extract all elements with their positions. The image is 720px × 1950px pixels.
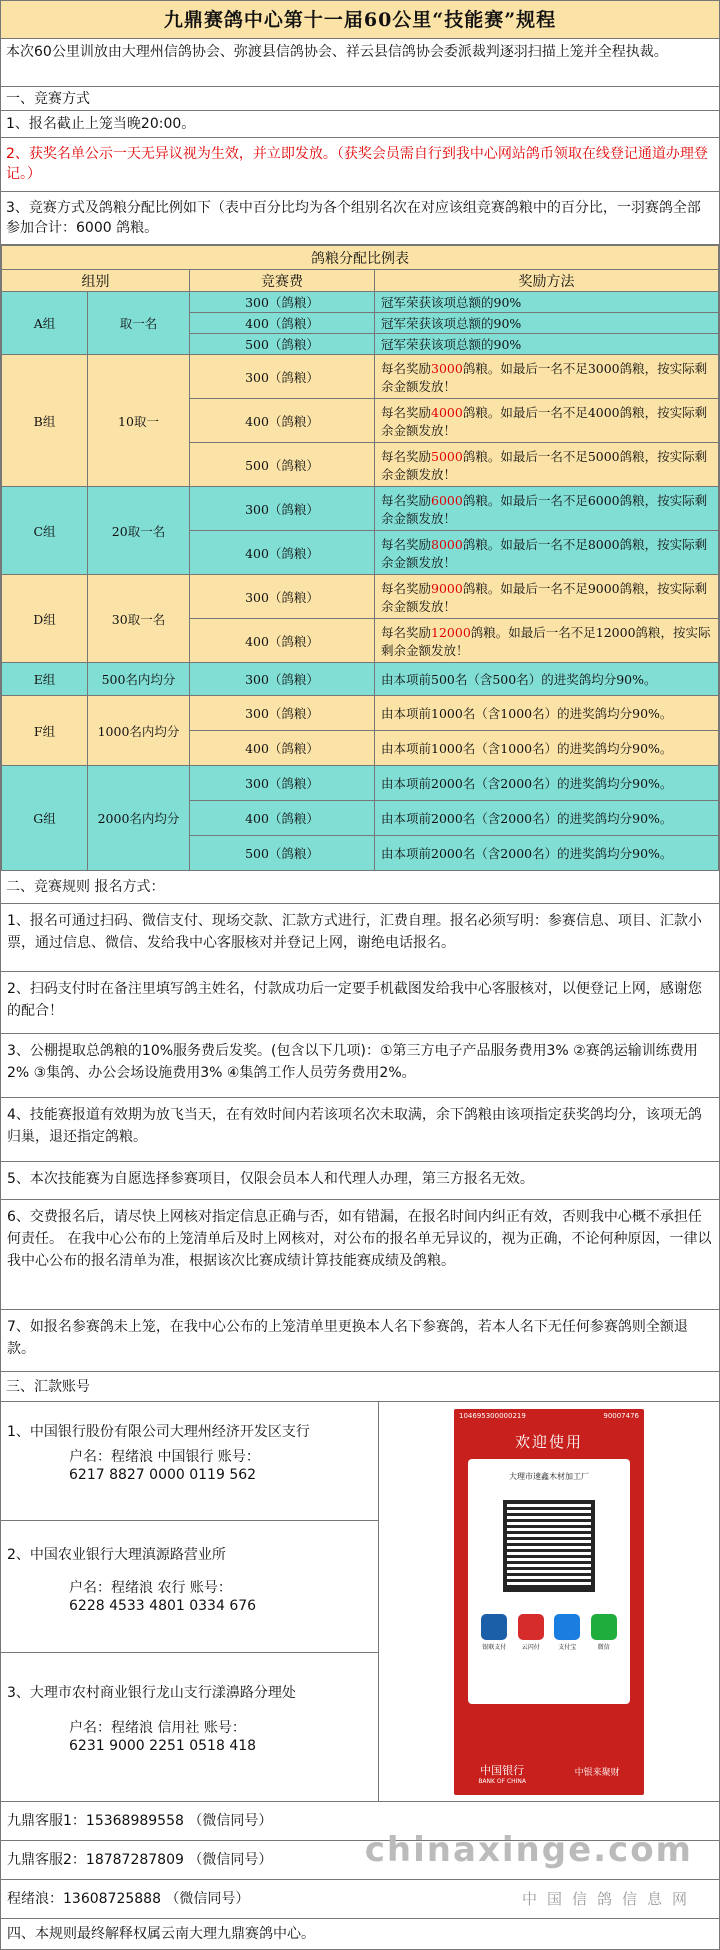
table-row bbox=[2, 696, 719, 731]
reward-method bbox=[375, 731, 719, 766]
table-row bbox=[2, 663, 719, 696]
reward-text: 每名奖励 bbox=[381, 448, 432, 464]
entry-fee: 500（鸽粮） bbox=[190, 836, 375, 871]
reward-method bbox=[375, 696, 719, 731]
bank-account-2 bbox=[1, 1521, 378, 1653]
reward-method bbox=[375, 766, 719, 801]
reward-method bbox=[375, 292, 719, 313]
account-holder: 户名：程绪浪 信用社 账号： bbox=[69, 1720, 246, 1736]
watermark-site: chinaxinge.com bbox=[364, 1830, 693, 1870]
reward-amount: 5000 bbox=[431, 448, 463, 464]
group-name: F组 bbox=[2, 696, 88, 766]
reward-text: 每名奖励 bbox=[381, 404, 432, 420]
reward-method bbox=[375, 313, 719, 334]
bank-accounts bbox=[1, 1402, 379, 1801]
group-name: B组 bbox=[2, 355, 88, 487]
reward-text: 由本项前500名（含500名）的进奖鸽均分90%。 bbox=[381, 672, 657, 687]
reward-text: 每名奖励 bbox=[381, 624, 432, 640]
intro: 本次60公里训放由大理州信鸽协会、弥渡县信鸽协会、祥云县信鸽协会委派裁判逐羽扫描上笼并全程执裁。 bbox=[1, 39, 719, 87]
header-reward: 奖励方法 bbox=[375, 270, 719, 292]
reward-amount: 3000 bbox=[431, 360, 463, 376]
reward-text: 每名奖励 bbox=[381, 360, 432, 376]
entry-fee: 300（鸽粮） bbox=[190, 292, 375, 313]
entry-fee: 300（鸽粮） bbox=[190, 487, 375, 531]
pay-label: 支付宝 bbox=[558, 1643, 577, 1651]
reward-method bbox=[375, 619, 719, 663]
shop-name: 大理市速鑫木材加工厂 bbox=[509, 1471, 589, 1481]
reward-text: 鸽粮。如最后一名不足3000鸽粮，按实际剩余金额发放！ bbox=[381, 360, 708, 394]
reward-amount: 4000 bbox=[431, 404, 463, 420]
qr-card bbox=[468, 1459, 630, 1704]
group-mode: 30取一名 bbox=[88, 575, 190, 663]
group-mode: 2000名内均分 bbox=[88, 766, 190, 871]
bank-account-3 bbox=[1, 1653, 378, 1800]
reward-text: 鸽粮。如最后一名不足9000鸽粮，按实际剩余金额发放！ bbox=[381, 580, 708, 614]
section3-heading: 三、汇款账号 bbox=[1, 1372, 719, 1402]
bank-logo-label: 中国银行 bbox=[480, 1763, 525, 1777]
bank-account-1 bbox=[1, 1402, 378, 1521]
reward-method bbox=[375, 399, 719, 443]
contact-text: 程绪浪：13608725888 （微信同号） bbox=[7, 1891, 250, 1907]
contact-2 bbox=[1, 1830, 719, 1880]
entry-fee: 400（鸽粮） bbox=[190, 619, 375, 663]
reward-text: 由本项前2000名（含2000名）的进奖鸽均分90%。 bbox=[381, 776, 673, 791]
reward-method bbox=[375, 487, 719, 531]
group-mode: 取一名 bbox=[88, 292, 190, 355]
bank-logo-en: BANK OF CHINA bbox=[478, 1777, 527, 1785]
rule-5: 5、本次技能赛为自愿选择参赛项目，仅限会员本人和代理人办理，第三方报名无效。 bbox=[1, 1162, 719, 1200]
reward-method bbox=[375, 334, 719, 355]
rule-1: 1、报名可通过扫码、微信支付、现场交款、汇款方式进行，汇费自理。报名必须写明：参赛信息、项目、汇款小票，通过信息、微信、发给我中心客服核对并登记上网，谢绝电话报名。 bbox=[1, 904, 719, 972]
qr-code-icon[interactable] bbox=[503, 1500, 595, 1592]
entry-fee: 400（鸽粮） bbox=[190, 731, 375, 766]
reward-text: 冠军荣获该项总额的90% bbox=[381, 295, 522, 310]
reward-method bbox=[375, 836, 719, 871]
reward-method bbox=[375, 801, 719, 836]
reward-method bbox=[375, 575, 719, 619]
account-number: 6228 4533 4801 0334 676 bbox=[69, 1598, 257, 1614]
table-row bbox=[2, 355, 719, 399]
reward-amount: 12000 bbox=[431, 624, 471, 640]
service-label: 中银来聚财 bbox=[574, 1767, 620, 1778]
header-fee: 竞赛费 bbox=[190, 270, 375, 292]
group-name: G组 bbox=[2, 766, 88, 871]
rule-distribution: 3、竞赛方式及鸽粮分配比例如下（表中百分比均为各个组别名次在对应该组竞赛鸽粮中的百分比，一羽赛鸽全部参加合计：6000 鸽粮。 bbox=[1, 192, 719, 245]
entry-fee: 300（鸽粮） bbox=[190, 575, 375, 619]
contact-text: 九鼎客服2：18787287809 （微信同号） bbox=[7, 1852, 273, 1868]
rule-7: 7、如报名参赛鸽未上笼，在我中心公布的上笼清单里更换本人名下参赛鸽，若本人名下无任何参赛鸽则全额退款。 bbox=[1, 1310, 719, 1372]
header-group: 组别 bbox=[2, 270, 190, 292]
bank-name: 2、中国农业银行大理滇源路营业所 bbox=[7, 1547, 226, 1563]
alipay-icon bbox=[554, 1614, 580, 1640]
qr-poster-area bbox=[379, 1402, 719, 1801]
entry-fee: 300（鸽粮） bbox=[190, 766, 375, 801]
entry-fee: 300（鸽粮） bbox=[190, 696, 375, 731]
reward-text: 鸽粮。如最后一名不足12000鸽粮，按实际剩余金额发放！ bbox=[381, 624, 711, 658]
group-name: D组 bbox=[2, 575, 88, 663]
group-mode: 10取一 bbox=[88, 355, 190, 487]
entry-fee: 300（鸽粮） bbox=[190, 355, 375, 399]
group-name: A组 bbox=[2, 292, 88, 355]
contact-3 bbox=[1, 1880, 719, 1919]
entry-fee: 300（鸽粮） bbox=[190, 663, 375, 696]
table-row bbox=[2, 766, 719, 801]
account-holder: 户名：程绪浪 农行 账号： bbox=[69, 1580, 232, 1596]
reward-text: 每名奖励 bbox=[381, 580, 432, 596]
payment-methods bbox=[476, 1614, 622, 1651]
entry-fee: 400（鸽粮） bbox=[190, 313, 375, 334]
section1-heading: 一、竞赛方式 bbox=[1, 87, 719, 111]
contact-text: 九鼎客服1：15368989558 （微信同号） bbox=[7, 1813, 273, 1829]
payment-qr-poster bbox=[454, 1409, 644, 1795]
account-number: 6217 8827 0000 0119 562 bbox=[69, 1467, 257, 1483]
bank-name: 1、中国银行股份有限公司大理州经济开发区支行 bbox=[7, 1424, 310, 1440]
bank-name: 3、大理市农村商业银行龙山支行漾濞路分理处 bbox=[7, 1685, 296, 1701]
group-name: E组 bbox=[2, 663, 88, 696]
reward-text: 由本项前1000名（含1000名）的进奖鸽均分90%。 bbox=[381, 741, 673, 756]
footer-note: 四、本规则最终解释权属云南大理九鼎赛鸽中心。 bbox=[7, 1926, 315, 1942]
rule-6: 6、交费报名后，请尽快上网核对指定信息正确与否，如有错漏，在报名时间内纠正有效，否则我中心概不承担任何责任。 在我中心公布的上笼清单后及时上网核对，对公布的报名单无异议的，视为正确，不论何种原因，一律以我中心公布的报名清单为准，根据该次比赛成绩计算技能赛成绩及鸽粮。 bbox=[1, 1200, 719, 1310]
rule-2: 2、扫码支付时在备注里填写鸽主姓名，付款成功后一定要手机截图发给我中心客服核对，以便登记上网，感谢您的配合！ bbox=[1, 972, 719, 1034]
entry-fee: 400（鸽粮） bbox=[190, 399, 375, 443]
group-mode: 1000名内均分 bbox=[88, 696, 190, 766]
entry-fee: 500（鸽粮） bbox=[190, 334, 375, 355]
poster-code-right: 90007476 bbox=[603, 1411, 639, 1420]
rule-award-notice: 2、获奖名单公示一天无异议视为生效，并立即发放。（获奖会员需自行到我中心网站鸽币领取在线登记通道办理登记。） bbox=[1, 138, 719, 192]
reward-text: 鸽粮。如最后一名不足8000鸽粮，按实际剩余金额发放！ bbox=[381, 536, 708, 570]
reward-amount: 6000 bbox=[431, 492, 463, 508]
table-row bbox=[2, 487, 719, 531]
reward-method bbox=[375, 663, 719, 696]
reward-text: 由本项前2000名（含2000名）的进奖鸽均分90%。 bbox=[381, 811, 673, 826]
pay-label: 微信 bbox=[597, 1643, 610, 1651]
reward-text: 鸽粮。如最后一名不足6000鸽粮，按实际剩余金额发放！ bbox=[381, 492, 708, 526]
reward-text: 由本项前2000名（含2000名）的进奖鸽均分90%。 bbox=[381, 846, 673, 861]
reward-text: 鸽粮。如最后一名不足4000鸽粮，按实际剩余金额发放！ bbox=[381, 404, 708, 438]
poster-welcome: 欢迎使用 bbox=[514, 1432, 583, 1451]
section2-heading: 二、竞赛规则 报名方式： bbox=[1, 871, 719, 904]
entry-fee: 400（鸽粮） bbox=[190, 801, 375, 836]
table-row bbox=[2, 575, 719, 619]
page-title: 九鼎赛鸽中心第十一届60公里“技能赛”规程 bbox=[1, 1, 719, 39]
table-title: 鸽粮分配比例表 bbox=[2, 246, 719, 270]
table-row bbox=[2, 292, 719, 313]
reward-text: 冠军荣获该项总额的90% bbox=[381, 337, 522, 352]
account-holder: 户名：程绪浪 中国银行 账号： bbox=[69, 1449, 260, 1465]
account-number: 6231 9000 2251 0518 418 bbox=[69, 1738, 257, 1754]
feed-distribution-table bbox=[1, 245, 719, 871]
reward-amount: 9000 bbox=[431, 580, 463, 596]
quickpass-icon bbox=[518, 1614, 544, 1640]
reward-text: 每名奖励 bbox=[381, 492, 432, 508]
rule-4: 4、技能赛报道有效期为放飞当天，在有效时间内若该项名次未取满，余下鸽粮由该项指定获奖鸽均分，该项无鸽归巢，退还指定鸽粮。 bbox=[1, 1098, 719, 1162]
pay-label: 云闪付 bbox=[521, 1643, 540, 1651]
reward-text: 鸽粮。如最后一名不足5000鸽粮，按实际剩余金额发放！ bbox=[381, 448, 708, 482]
pay-label: 银联支付 bbox=[482, 1643, 507, 1651]
rule-3: 3、公棚提取总鸽粮的10%服务费后发奖。(包含以下几项)：①第三方电子产品服务费用3% ②赛鸽运输训练费用2% ③集鸽、办公会场设施费用3% ④集鸽工作人员劳务费用2%。 bbox=[1, 1034, 719, 1098]
reward-text: 冠军荣获该项总额的90% bbox=[381, 316, 522, 331]
reward-method bbox=[375, 443, 719, 487]
entry-fee: 500（鸽粮） bbox=[190, 443, 375, 487]
reward-method bbox=[375, 355, 719, 399]
poster-code-left: 104695300000219 bbox=[459, 1411, 526, 1420]
reward-text: 由本项前1000名（含1000名）的进奖鸽均分90%。 bbox=[381, 706, 673, 721]
group-mode: 500名内均分 bbox=[88, 663, 190, 696]
group-name: C组 bbox=[2, 487, 88, 575]
unionpay-icon bbox=[481, 1614, 507, 1640]
wechat-icon bbox=[591, 1614, 617, 1640]
reward-amount: 8000 bbox=[431, 536, 463, 552]
entry-fee: 400（鸽粮） bbox=[190, 531, 375, 575]
reward-text: 每名奖励 bbox=[381, 536, 432, 552]
reward-method bbox=[375, 531, 719, 575]
watermark-name: 中国信鸽信息网 bbox=[521, 1890, 697, 1908]
group-mode: 20取一名 bbox=[88, 487, 190, 575]
poster-footer bbox=[454, 1762, 644, 1785]
rule-deadline: 1、报名截止上笼当晚20:00。 bbox=[1, 111, 719, 138]
account-section bbox=[1, 1402, 719, 1802]
